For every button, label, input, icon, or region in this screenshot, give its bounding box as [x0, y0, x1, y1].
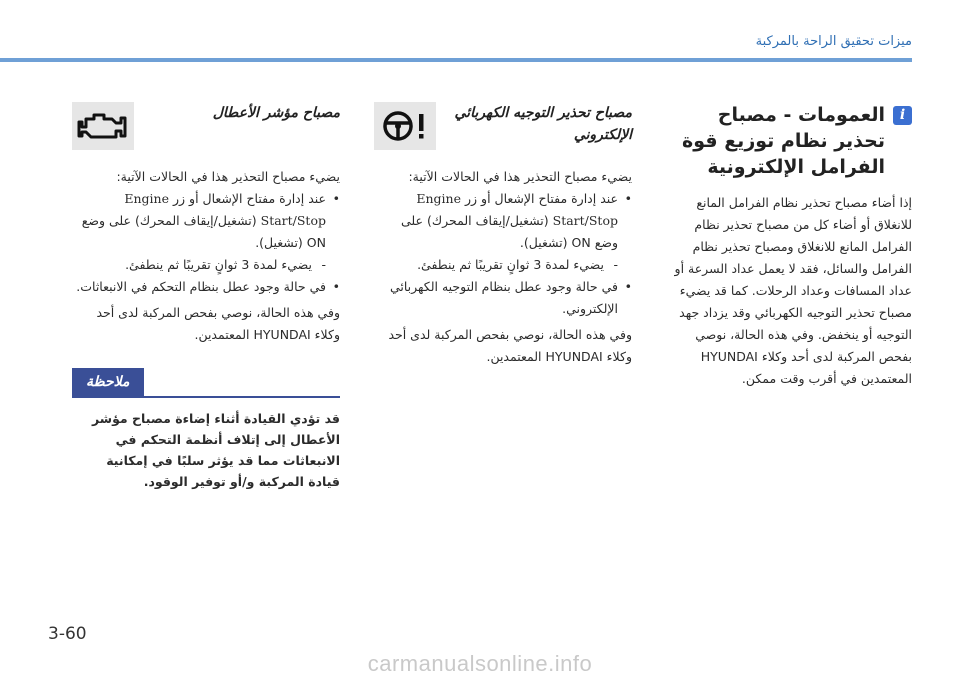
steering-lamp-section — [374, 102, 632, 368]
steering-lamp-intro: يضيء مصباح التحذير هذا في الحالات الآتية: — [408, 169, 632, 184]
list-item — [72, 276, 340, 298]
header-rule — [0, 58, 912, 62]
info-heading — [664, 102, 912, 180]
engine-lamp-section — [72, 102, 340, 505]
steering-bullet1-sub: - يضيء لمدة 3 ثوانٍ تقريبًا ثم ينطفئ. — [374, 254, 618, 276]
engine-lamp-heading — [72, 102, 340, 162]
steering-bullet1-text: عند إدارة مفتاح الإشعال أو زر — [464, 191, 618, 206]
engine-bullet2-text: في حالة وجود عطل بنظام التحكم في الانبعاثات. — [76, 279, 326, 294]
engine-lamp-intro: يضيء مصباح التحذير هذا في الحالات الآتية: — [116, 169, 340, 184]
steering-lamp-conditions — [374, 188, 632, 320]
engine-bullet1-text-2: (تشغيل/إيقاف المحرك) على وضع ON (تشغيل). — [81, 213, 326, 250]
info-icon: i — [893, 106, 912, 125]
engine-bullet1-sub: - يضيء لمدة 3 ثوانٍ تقريبًا ثم ينطفئ. — [72, 254, 326, 276]
caution-header — [72, 368, 340, 396]
info-body: إذا أضاء مصباح تحذير نظام الفرامل المانع للانغلاق أو أضاء كل من مصباح تحذير نظام الفرامل المانع للانغلاق ومصباح تحذير نظام الفرامل والسائل، فقد لا يعمل عداد السرعة أو عداد المسافات وعداد الرحلات. كما قد يضيء مصباح تحذير التوجيه الكهربائي وقد يزداد جهد التوجيه أو ينخفض. وفي هذه الحالة، نوصي بفحص المركبة لدى أحد وكلاء HYUNDAI المعتمدين في أقرب وقت ممكن. — [674, 195, 912, 386]
engine-lamp-title: مصباح مؤشر الأعطال — [212, 105, 340, 121]
list-item — [374, 276, 632, 320]
caution-divider — [72, 396, 340, 398]
engine-lamp-conditions — [72, 188, 340, 298]
check-engine-icon — [72, 102, 134, 150]
steering-lamp-heading — [374, 102, 632, 162]
engine-lamp-outro: وفي هذه الحالة، نوصي بفحص المركبة لدى أحد وكلاء HYUNDAI المعتمدين. — [96, 305, 340, 342]
info-section — [664, 102, 912, 403]
list-item — [374, 188, 632, 276]
engine-bullet1-button-name: Engine Start/Stop — [124, 191, 326, 228]
caution-label: ملاحظة — [72, 368, 144, 396]
watermark: carmanualsonline.info — [367, 651, 593, 676]
steering-bullet1-text-2: (تشغيل/إيقاف المحرك) على وضع ON (تشغيل). — [400, 213, 618, 250]
steering-bullet2-text: في حالة وجود عطل بنظام التوجيه الكهربائي الإلكتروني. — [389, 279, 618, 316]
steering-warning-icon — [374, 102, 436, 150]
caution-text: قد تؤدي القيادة أثناء إضاءة مصباح مؤشر الأعطال إلى إتلاف أنظمة التحكم في الانبعاثات مما قد يؤثر سلبًا في إمكانية قيادة المركبة و/أو توفير الوقود. — [92, 411, 340, 489]
engine-bullet1-text: عند إدارة مفتاح الإشعال أو زر — [172, 191, 326, 206]
steering-lamp-outro: وفي هذه الحالة، نوصي بفحص المركبة لدى أحد وكلاء HYUNDAI المعتمدين. — [388, 327, 632, 364]
page-number: 3-60 — [48, 624, 87, 644]
info-title: العمومات - مصباح تحذير نظام توزيع قوة الفرامل الإلكترونية — [682, 104, 885, 178]
steering-lamp-title: مصباح تحذير التوجيه الكهربائي الإلكتروني — [454, 105, 632, 143]
list-item — [72, 188, 340, 276]
steering-bullet1-button-name: Engine Start/Stop — [416, 191, 618, 228]
page-header-title: ميزات تحقيق الراحة بالمركبة — [755, 34, 912, 49]
